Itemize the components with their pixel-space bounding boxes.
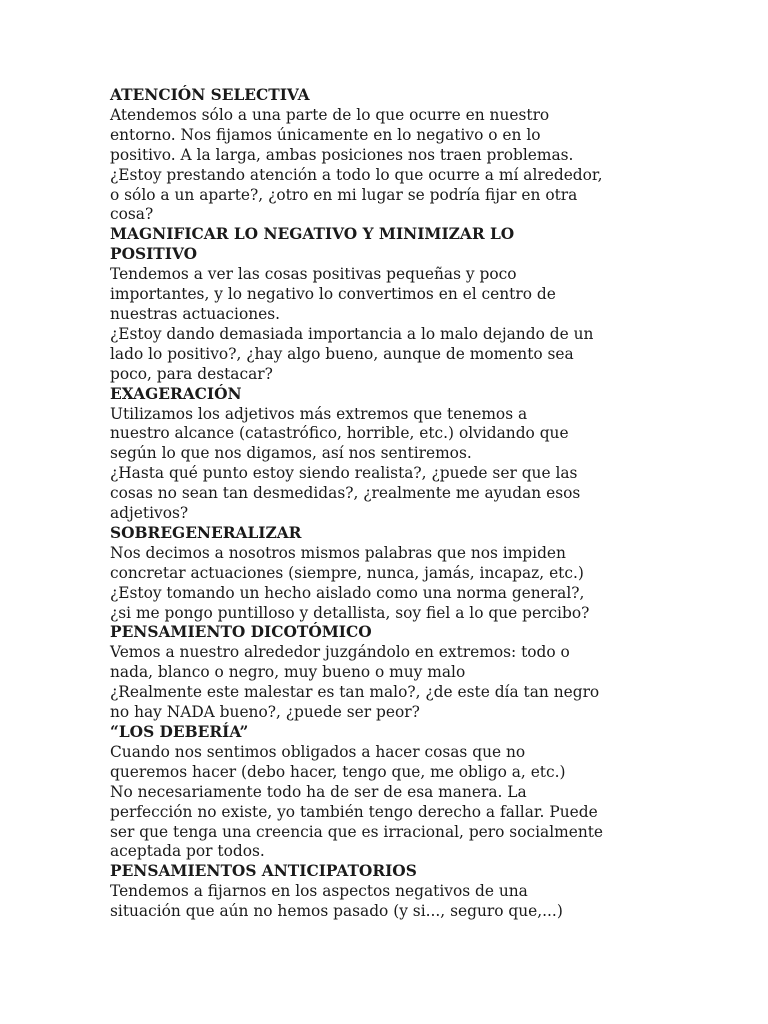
body-line: Cuando nos sentimos obligados a hacer cosas que no — [110, 742, 526, 761]
body-line: aceptada por todos. — [110, 842, 265, 861]
body-line: No necesariamente todo ha de ser de esa manera. La — [110, 782, 527, 801]
body-line: no hay NADA bueno?, ¿puede ser peor? — [110, 703, 420, 722]
body-line: queremos hacer (debo hacer, tengo que, me obligo a, etc.) — [110, 762, 566, 781]
body-line: Nos decimos a nosotros mismos palabras que nos impiden — [110, 543, 566, 562]
body-line: cosa? — [110, 205, 154, 224]
body-line: ¿Estoy tomando un hecho aislado como una norma general?, — [110, 583, 585, 602]
body-line: Utilizamos los adjetivos más extremos que tenemos a — [110, 404, 528, 423]
section-atencion-selectiva — [110, 86, 610, 225]
body-line: positivo. A la larga, ambas posiciones nos traen problemas. — [110, 145, 574, 164]
section-pensamientos-anticipatorios — [110, 862, 610, 922]
body-line: nuestras actuaciones. — [110, 304, 281, 323]
body-line: ¿Estoy dando demasiada importancia a lo malo dejando de un — [110, 324, 594, 343]
body-line: o sólo a un aparte?, ¿otro en mi lugar se podría fijar en otra — [110, 185, 578, 204]
body-line: nada, blanco o negro, muy bueno o muy malo — [110, 663, 466, 682]
section-heading: ATENCIÓN SELECTIVA — [110, 86, 310, 104]
body-line: Vemos a nuestro alrededor juzgándolo en extremos: todo o — [110, 643, 570, 662]
section-heading: MAGNIFICAR LO NEGATIVO Y MINIMIZAR LO POSITIVO — [110, 225, 515, 264]
section-heading: PENSAMIENTO DICOTÓMICO — [110, 623, 372, 642]
body-line: situación que aún no hemos pasado (y si..., seguro que,...) — [110, 902, 563, 921]
body-line: nuestro alcance (catastrófico, horrible, etc.) olvidando que — [110, 424, 569, 443]
section-heading: PENSAMIENTOS ANTICIPATORIOS — [110, 862, 417, 881]
body-line: Tendemos a fijarnos en los aspectos negativos de una — [110, 882, 528, 901]
body-line: perfección no existe, yo también tengo derecho a fallar. Puede — [110, 802, 598, 821]
section-sobregeneralizar — [110, 524, 610, 624]
section-magnificar — [110, 225, 610, 384]
section-heading: SOBREGENERALIZAR — [110, 523, 302, 542]
body-line: ¿Realmente este malestar es tan malo?, ¿de este día tan negro — [110, 683, 600, 702]
document-page — [110, 86, 610, 922]
body-line: entorno. Nos fijamos únicamente en lo negativo o en lo — [110, 125, 541, 144]
body-line: Tendemos a ver las cosas positivas pequeñas y poco — [110, 265, 517, 284]
body-line: concretar actuaciones (siempre, nunca, jamás, incapaz, etc.) — [110, 563, 584, 582]
body-line: adjetivos? — [110, 504, 189, 523]
body-line: poco, para destacar? — [110, 364, 273, 383]
body-line: lado lo positivo?, ¿hay algo bueno, aunque de momento sea — [110, 344, 574, 363]
body-line: cosas no sean tan desmedidas?, ¿realmente me ayudan esos — [110, 484, 581, 503]
body-line: ¿Hasta qué punto estoy siendo realista?, ¿puede ser que las — [110, 464, 578, 483]
body-line: ser que tenga una creencia que es irracional, pero socialmente — [110, 822, 604, 841]
body-line: Atendemos sólo a una parte de lo que ocurre en nuestro — [110, 105, 550, 124]
body-line: según lo que nos digamos, así nos sentiremos. — [110, 444, 472, 463]
section-pensamiento-dicotomico — [110, 623, 610, 723]
section-heading: EXAGERACIÓN — [110, 384, 242, 403]
section-exageracion — [110, 385, 610, 524]
body-line: importantes, y lo negativo lo convertimos en el centro de — [110, 285, 556, 304]
section-los-deberia — [110, 723, 610, 862]
body-line: ¿si me pongo puntilloso y detallista, soy fiel a lo que percibo? — [110, 603, 590, 622]
section-heading: “LOS DEBERÍA” — [110, 723, 249, 741]
body-line: ¿Estoy prestando atención a todo lo que ocurre a mí alrededor, — [110, 165, 603, 184]
